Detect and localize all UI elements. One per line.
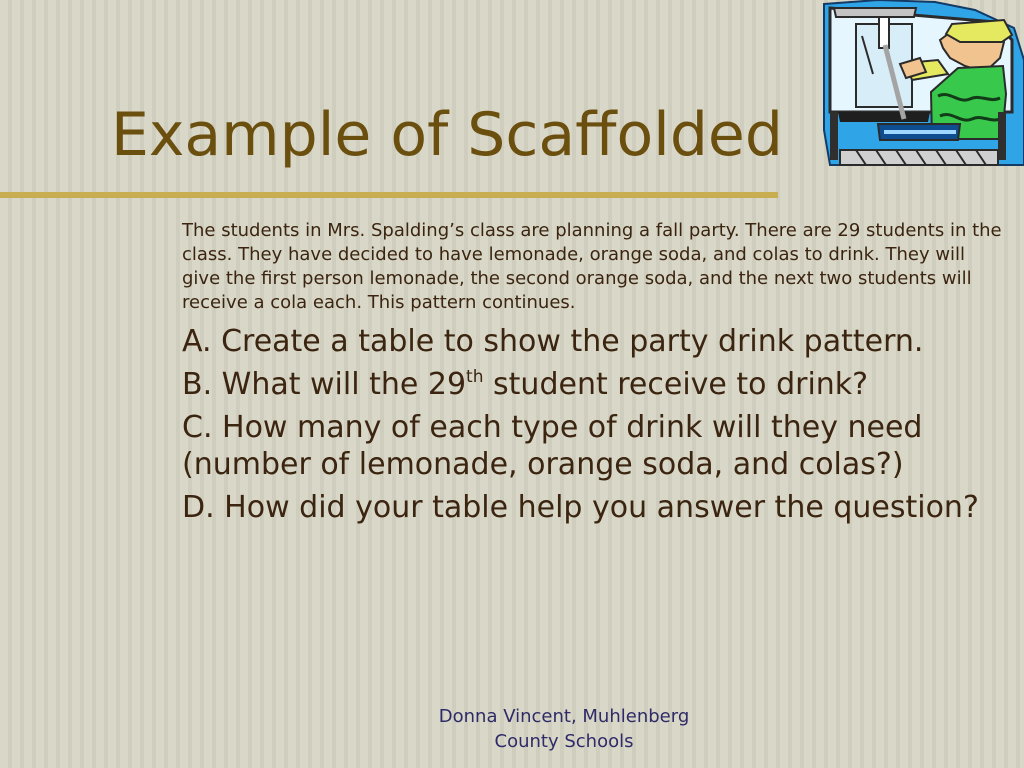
slide-content xyxy=(182,219,1002,532)
question-a: A. Create a table to show the party drink pattern. xyxy=(182,324,924,359)
question-b-superscript: th xyxy=(466,367,484,387)
question-b xyxy=(182,366,1002,403)
question-b-suffix: student receive to drink? xyxy=(483,367,869,402)
footer-line-2: County Schools xyxy=(494,731,634,752)
slide-title: Example of Scaffolded xyxy=(111,100,783,170)
question-b-prefix: B. What will the 29 xyxy=(182,367,467,402)
window-washer-icon xyxy=(820,0,1024,168)
footer-line-1: Donna Vincent, Muhlenberg xyxy=(438,706,690,727)
question-d: D. How did your table help you answer the question? xyxy=(182,490,979,525)
problem-text: The students in Mrs. Spalding’s class are planning a fall party. There are 29 students in the class. They have decided to have lemonade, orange soda, and colas to drink. They will give the first person lemonade, the second orange soda, and the next two students will receive a cola each. This pattern continues. xyxy=(182,220,1002,313)
title-underline xyxy=(0,192,778,198)
footer xyxy=(410,704,718,754)
question-c: C. How many of each type of drink will they need (number of lemonade, orange soda, and colas?) xyxy=(182,410,923,482)
